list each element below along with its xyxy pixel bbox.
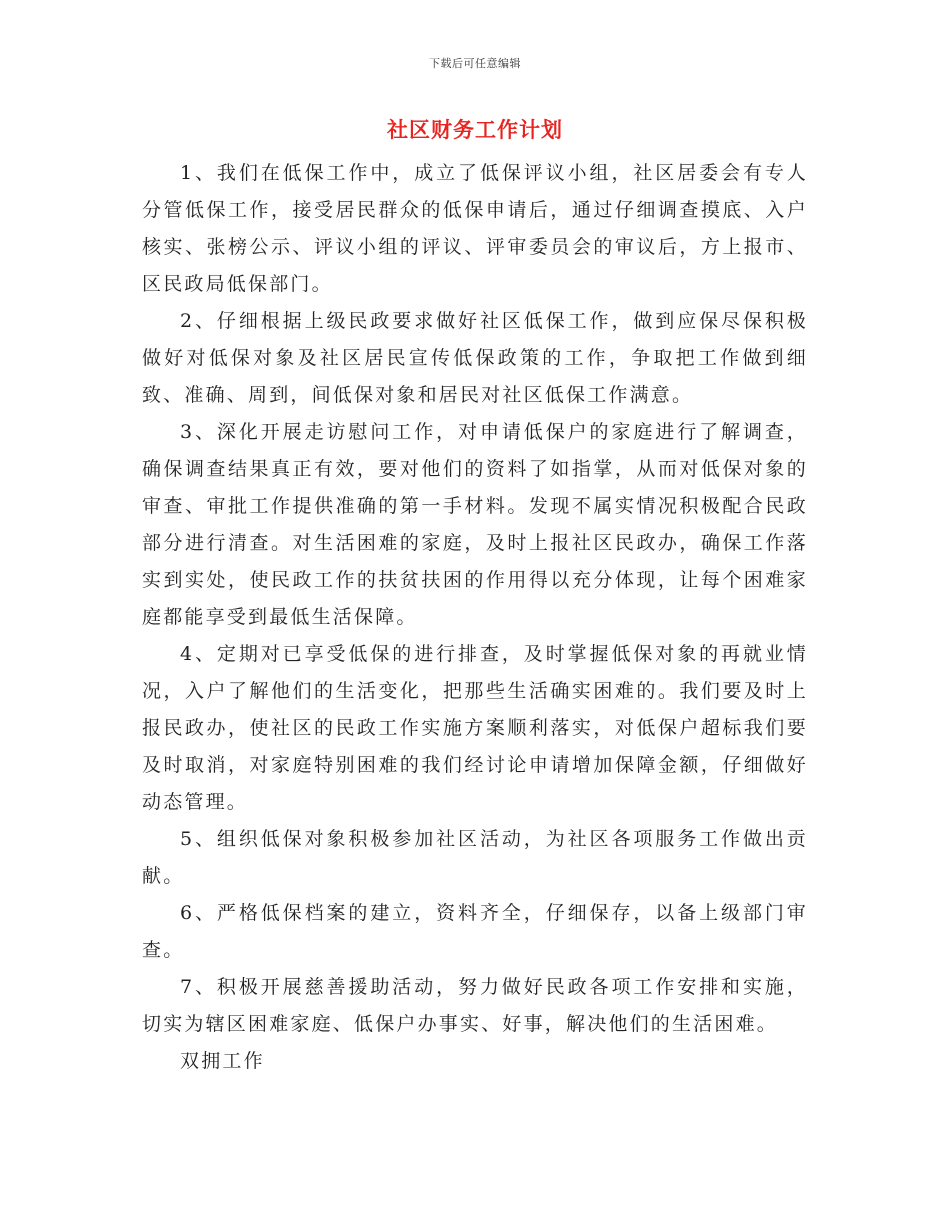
paragraph-5: 5、组织低保对象积极参加社区活动，为社区各项服务工作做出贡献。	[142, 828, 808, 887]
paragraph-4: 4、定期对已享受低保的进行排查，及时掌握低保对象的再就业情况，入户了解他们的生活变化，把那些生活确实困难的。我们要及时上报民政办，使社区的民政工作实施方案顺利落实，对低保户超标我们要及时取消，对家庭特别困难的我们经讨论申请增加保障金额，仔细做好动态管理。	[142, 643, 808, 813]
document-title: 社区财务工作计划	[387, 117, 563, 142]
section-heading-double-support: 双拥工作	[180, 1050, 265, 1072]
document-body	[142, 155, 808, 1080]
paragraph-6: 6、严格低保档案的建立，资料齐全，仔细保存，以备上级部门审查。	[142, 902, 808, 961]
paragraph-3: 3、深化开展走访慰问工作，对申请低保户的家庭进行了解调查，确保调查结果真正有效，要对他们的资料了如指掌，从而对低保对象的审查、审批工作提供准确的第一手材料。发现不属实情况积极配合民政部分进行清查。对生活困难的家庭，及时上报社区民政办，确保工作落实到实处，使民政工作的扶贫扶困的作用得以充分体现，让每个困难家庭都能享受到最低生活保障。	[142, 421, 808, 628]
paragraph-1: 1、我们在低保工作中，成立了低保评议小组，社区居委会有专人分管低保工作，接受居民群众的低保申请后，通过仔细调查摸底、入户核实、张榜公示、评议小组的评议、评审委员会的审议后，方上报市、区民政局低保部门。	[142, 162, 808, 295]
paragraph-7: 7、积极开展慈善援助活动，努力做好民政各项工作安排和实施，切实为辖区困难家庭、低保户办事实、好事，解决他们的生活困难。	[142, 976, 808, 1035]
paragraph-2: 2、仔细根据上级民政要求做好社区低保工作，做到应保尽保积极做好对低保对象及社区居民宣传低保政策的工作，争取把工作做到细致、准确、周到，间低保对象和居民对社区低保工作满意。	[142, 310, 808, 406]
page-header-note: 下载后可任意编辑	[429, 57, 521, 70]
